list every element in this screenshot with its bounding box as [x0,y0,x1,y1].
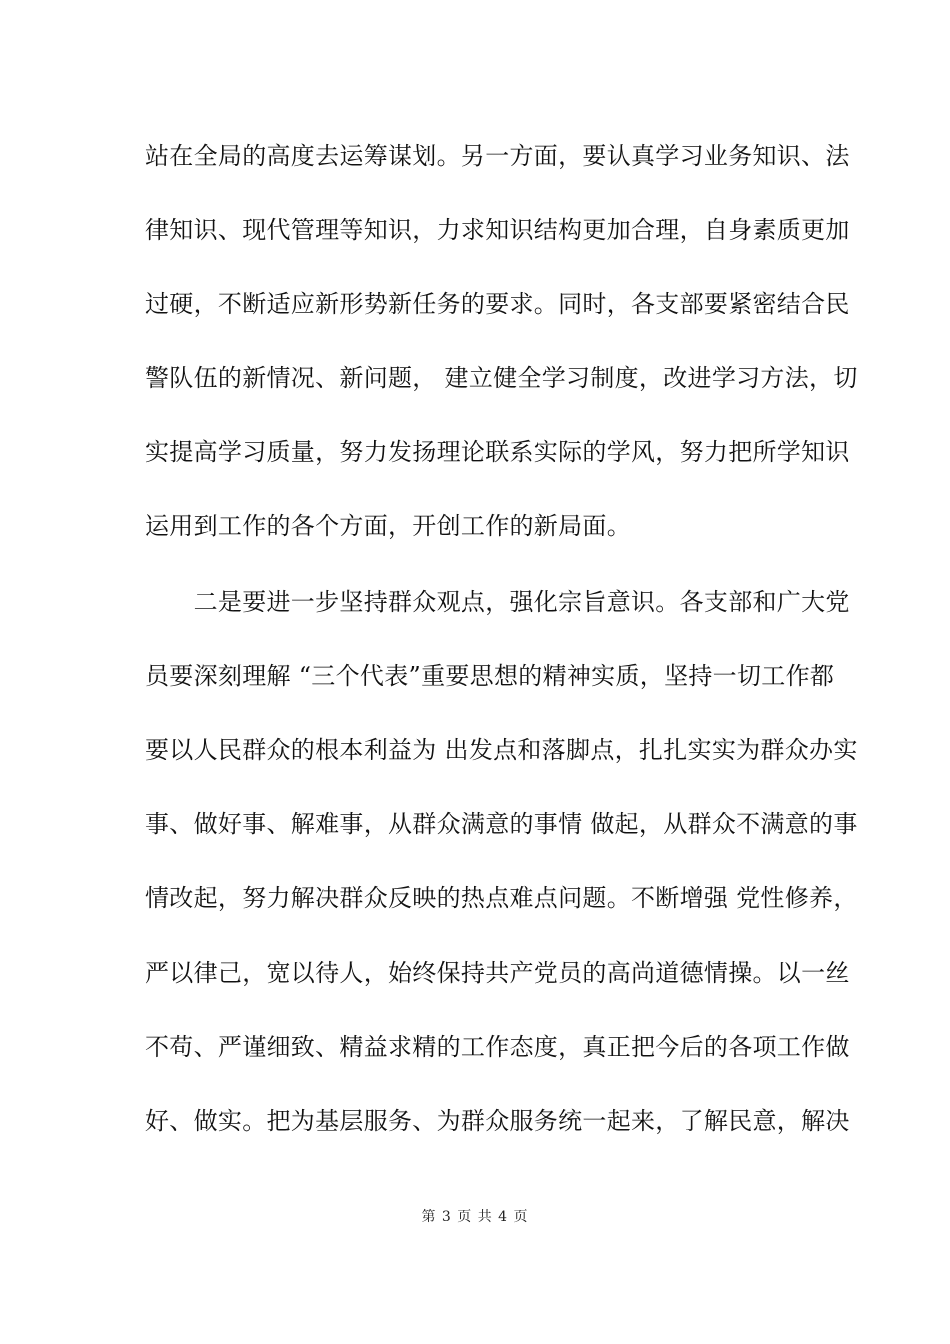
text-line-4: 警队伍的新情况、新问题， 建立健全学习制度，改进学习方法，切 [145,364,858,392]
text-line-2: 律知识、现代管理等知识，力求知识结构更加合理，自身素质更加 [145,216,850,244]
text-line-5: 实提高学习质量，努力发扬理论联系实际的学风，努力把所学知识 [145,438,850,466]
text-line-12: 严以律己，宽以待人，始终保持共产党员的高尚道德情操。以一丝 [145,959,850,987]
text-line-1: 站在全局的高度去运筹谋划。另一方面，要认真学习业务知识、法 [145,142,850,170]
text-line-10: 事、做好事、解难事，从群众满意的事情 做起，从群众不满意的事 [145,810,858,838]
text-line-6: 运用到工作的各个方面，开创工作的新局面。 [145,512,631,540]
text-line-9: 要以人民群众的根本利益为 出发点和落脚点，扎扎实实为群众办实 [145,736,858,764]
text-line-7: 二是要进一步坚持群众观点，强化宗旨意识。各支部和广大党 [145,588,850,616]
page-number-footer: 第 3 页 共 4 页 [421,1209,529,1225]
text-line-13: 不苟、严谨细致、精益求精的工作态度，真正把今后的各项工作做 [145,1033,850,1061]
text-line-3: 过硬，不断适应新形势新任务的要求。同时，各支部要紧密结合民 [145,290,850,318]
text-line-8: 员要深刻理解 “三个代表”重要思想的精神实质，坚持一切工作都 [145,662,835,690]
text-line-11: 情改起，努力解决群众反映的热点难点问题。不断增强 党性修养， [145,884,858,912]
text-line-14: 好、做实。把为基层服务、为群众服务统一起来，了解民意，解决 [145,1107,850,1135]
